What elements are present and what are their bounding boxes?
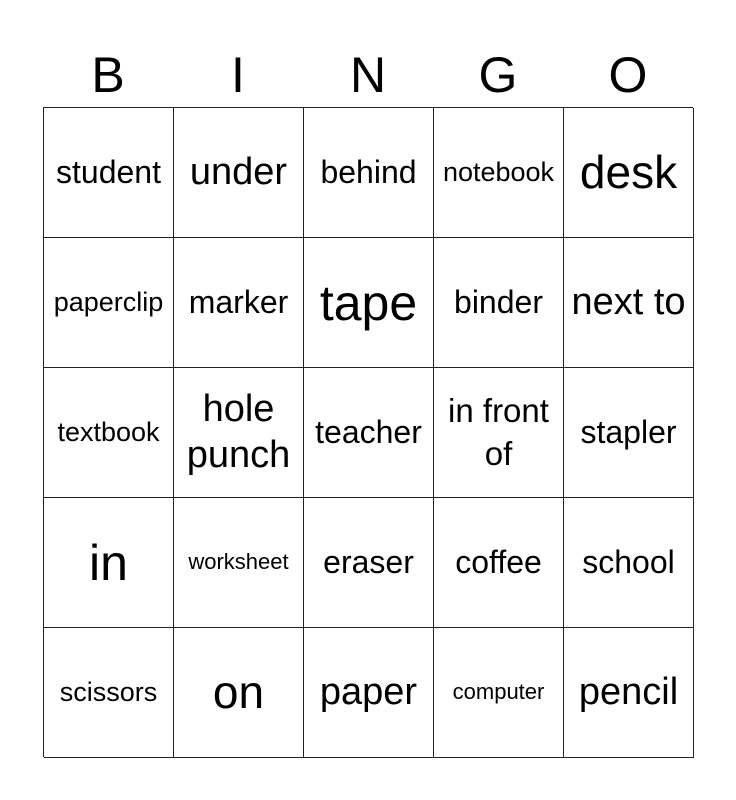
cell-word: behind xyxy=(320,153,417,190)
header-letter-g: G xyxy=(478,47,518,103)
cell-word: in front of xyxy=(448,391,549,472)
cell-word: paper xyxy=(319,671,418,714)
cell-word: in xyxy=(89,534,128,591)
bingo-cell[interactable] xyxy=(44,628,174,758)
bingo-cell[interactable] xyxy=(174,238,304,368)
bingo-cell[interactable] xyxy=(44,238,174,368)
bingo-cell[interactable] xyxy=(304,108,434,238)
bingo-cell[interactable] xyxy=(174,368,304,498)
bingo-header xyxy=(43,44,693,106)
bingo-cell[interactable] xyxy=(564,498,694,628)
cell-word: computer xyxy=(452,679,545,705)
cell-word: scissors xyxy=(59,677,158,708)
bingo-board xyxy=(43,107,693,757)
bingo-cell[interactable] xyxy=(564,368,694,498)
cell-word: hole punch xyxy=(186,387,291,476)
bingo-cell[interactable] xyxy=(434,238,564,368)
cell-word: stapler xyxy=(580,413,677,450)
bingo-cell[interactable] xyxy=(434,498,564,628)
bingo-cell[interactable] xyxy=(434,108,564,238)
cell-word: coffee xyxy=(455,543,542,580)
cell-word: worksheet xyxy=(188,549,289,575)
bingo-cell[interactable] xyxy=(174,628,304,758)
bingo-cell[interactable] xyxy=(44,108,174,238)
bingo-cell[interactable] xyxy=(564,108,694,238)
bingo-cell[interactable] xyxy=(434,628,564,758)
header-letter-n: N xyxy=(349,47,387,103)
header-letter-o: O xyxy=(608,47,648,103)
bingo-cell[interactable] xyxy=(44,368,174,498)
cell-word: pencil xyxy=(578,671,679,714)
cell-word: paperclip xyxy=(53,287,164,318)
cell-word: under xyxy=(189,151,288,194)
cell-word: marker xyxy=(188,283,289,320)
cell-word: student xyxy=(56,153,161,190)
bingo-cell[interactable] xyxy=(304,498,434,628)
bingo-cell[interactable] xyxy=(44,498,174,628)
bingo-cell[interactable] xyxy=(564,238,694,368)
bingo-cell[interactable] xyxy=(174,498,304,628)
cell-word: next to xyxy=(571,280,686,323)
bingo-cell[interactable] xyxy=(304,368,434,498)
cell-word: tape xyxy=(319,274,418,331)
cell-word: binder xyxy=(454,283,543,320)
bingo-cell[interactable] xyxy=(174,108,304,238)
cell-word: on xyxy=(212,665,265,718)
cell-word: school xyxy=(582,543,675,580)
bingo-cell[interactable] xyxy=(304,628,434,758)
cell-word: eraser xyxy=(323,543,414,580)
header-letter-b: B xyxy=(91,47,125,103)
cell-word: desk xyxy=(579,145,678,198)
cell-word: textbook xyxy=(57,417,160,448)
cell-word: teacher xyxy=(315,413,422,450)
bingo-cell[interactable] xyxy=(564,628,694,758)
header-letter-i: I xyxy=(231,47,245,103)
cell-word: notebook xyxy=(442,157,555,188)
bingo-cell[interactable] xyxy=(434,368,564,498)
bingo-cell[interactable] xyxy=(304,238,434,368)
